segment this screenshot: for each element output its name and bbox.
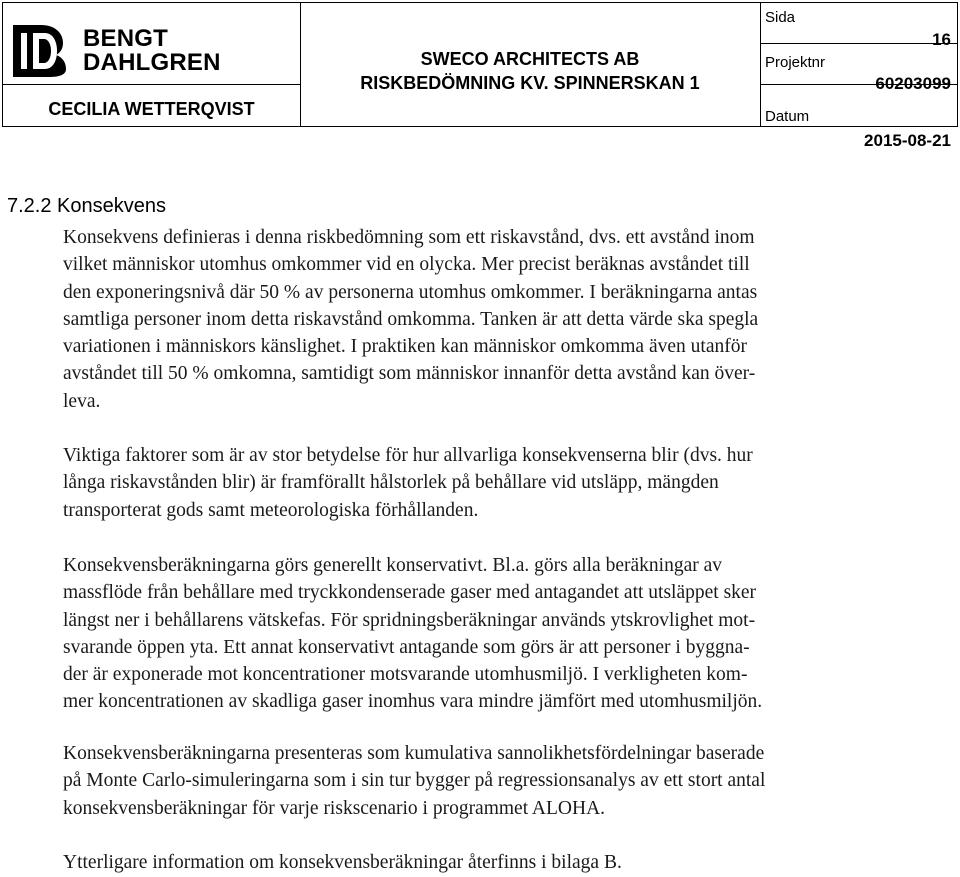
project-number: 60203099 — [875, 74, 951, 93]
company-brand — [83, 27, 221, 75]
header-divider — [760, 3, 761, 126]
paragraph-line: Konsekvensberäkningarna presenteras som kumulativa sannolikhetsfördelningar baserade — [63, 743, 765, 764]
paragraph-line: transporterat gods samt meteorologiska förhållanden. — [63, 499, 479, 521]
paragraph-line: längst ner i behållarens vätskefas. För spridningsberäkningar används ytskrovlighet mot- — [63, 609, 756, 631]
paragraph-line: variationen i människors känslighet. I praktiken kan människor omkomma även utanför — [63, 336, 747, 358]
paragraph-line: långa riskavstånden blir) är framförallt hålstorlek på behållare vid utsläpp, mängden — [63, 472, 719, 494]
paragraph-line: den exponeringsnivå där 50 % av personerna utomhus omkommer. I beräkningarna antas — [63, 281, 758, 303]
header-divider — [3, 84, 300, 85]
paragraph-factors — [63, 442, 943, 524]
paragraph-line: der är exponerade mot koncentrationer motsvarande utomhusmiljö. I verkligheten kom- — [63, 664, 748, 686]
page-label: Sida — [765, 9, 796, 26]
paragraph-line: på Monte Carlo-simuleringarna som i sin tur bygger på regressionsanalys av ett stort antal — [63, 770, 766, 792]
paragraph-conservative — [63, 552, 943, 716]
paragraph-line: svarande öppen yta. Ett annat konservativt antagande som görs är att personer i byggna- — [63, 636, 750, 658]
paragraph-line: massflöde från behållare med tryckkondenserade gaser med antagandet att utsläppet sker — [63, 582, 757, 604]
paragraph-line: mer koncentrationen av skadliga gaser inomhus vara mindre jämfört med utomhusmiljön. — [63, 691, 763, 713]
company-name: SWECO ARCHITECTS AB — [420, 49, 640, 69]
page-number: 16 — [932, 30, 951, 49]
paragraph-line: Konsekvensberäkningarna görs generellt konservativt. Bl.a. görs alla beräkningar av — [63, 555, 722, 576]
paragraph-line: avståndet till 50 % omkomna, samtidigt som människor innanför detta avstånd kan över- — [63, 363, 756, 385]
header-divider — [760, 43, 957, 44]
brand-line: BENGT — [83, 25, 168, 52]
company-logo-icon — [11, 23, 81, 79]
paragraph-line: Konsekvens definieras i denna riskbedömning som ett riskavstånd, dvs. ett avstånd inom — [63, 227, 755, 248]
author-name: CECILIA WETTERQVIST — [48, 99, 255, 119]
paragraph-definition — [63, 224, 943, 415]
paragraph-line: leva. — [63, 390, 101, 412]
company-block — [300, 47, 760, 95]
brand-line: DAHLGREN — [83, 49, 221, 76]
paragraph-appendix — [63, 849, 943, 876]
document-date: 2015-08-21 — [864, 131, 951, 150]
paragraph-presentation — [63, 740, 943, 822]
paragraph-line: konsekvensberäkningar för varje riskscenario i programmet ALOHA. — [63, 797, 606, 819]
paragraph-line: samtliga personer inom detta riskavstånd omkomma. Tanken är att detta värde ska spegla — [63, 308, 759, 330]
project-number-label: Projektnr — [765, 54, 826, 71]
paragraph-line: Viktiga faktorer som är av stor betydelse för hur allvarliga konsekvenserna blir (dvs. hur — [63, 445, 753, 466]
paragraph-line: Ytterligare information om konsekvensberäkningar återfinns i bilaga B. — [63, 852, 622, 873]
date-label: Datum — [765, 108, 810, 125]
paragraph-line: vilket människor utomhus omkommer vid en olycka. Mer precist beräknas avståndet till — [63, 254, 750, 276]
document-header — [2, 2, 958, 150]
project-title: RISKBEDÖMNING KV. SPINNERSKAN 1 — [360, 73, 700, 93]
section-heading: 7.2.2 Konsekvens — [7, 195, 166, 217]
